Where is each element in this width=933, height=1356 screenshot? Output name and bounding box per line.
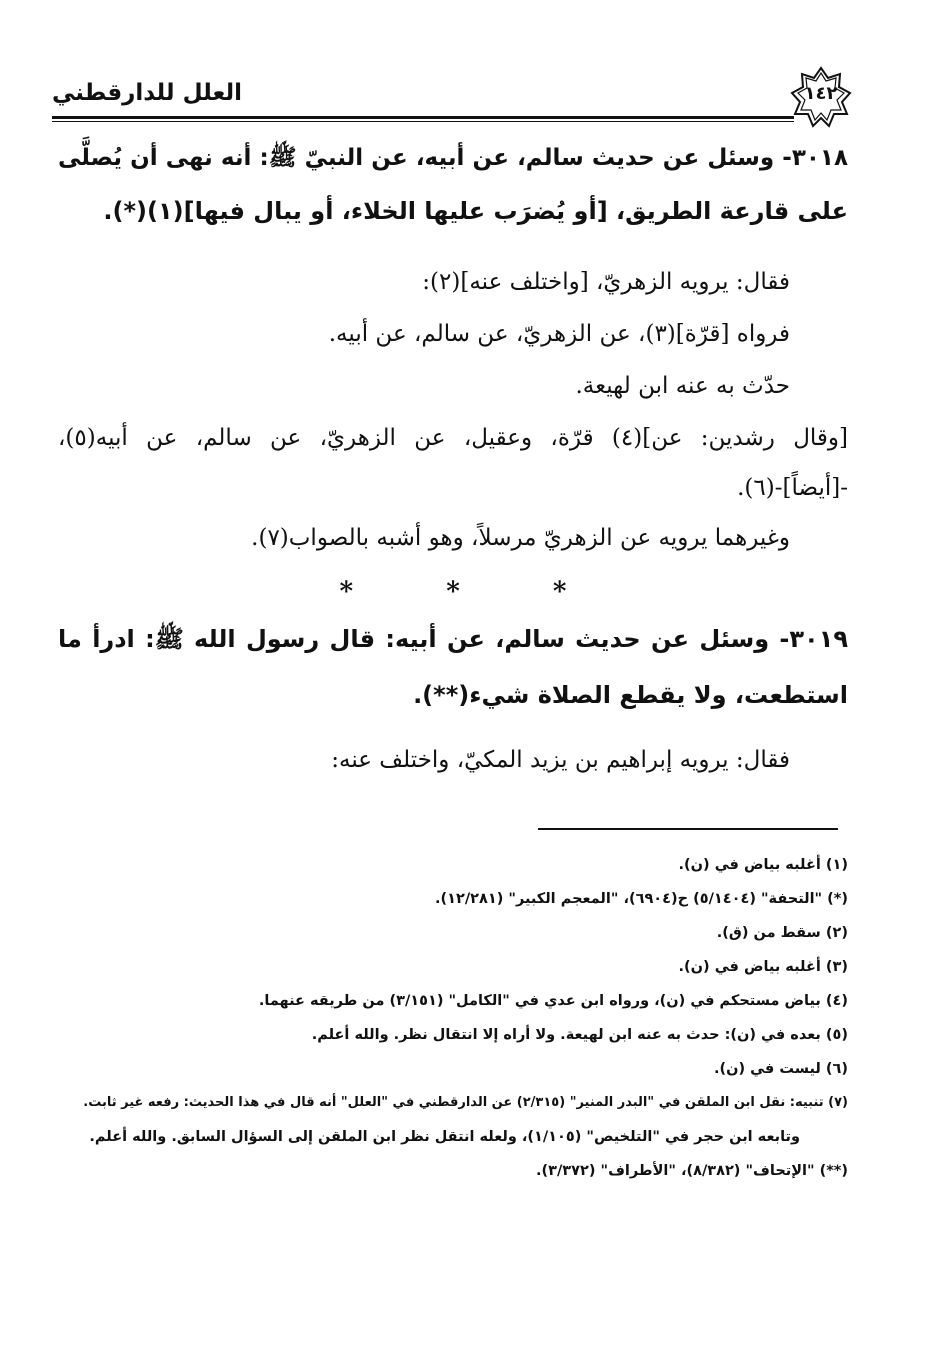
- footnotes: [58, 848, 848, 1188]
- hadith-question-line: ٣٠١٨- وسئل عن حديث سالم، عن أبيه، عن النبيّ ﷺ: أنه نهى أن يُصلَّى: [58, 145, 848, 171]
- hadith-question-line: استطعت، ولا يقطع الصلاة شيء(**).: [413, 681, 848, 709]
- running-header: [52, 62, 852, 128]
- hadith-entry-3018: [58, 145, 848, 577]
- answer-line: -[أيضاً]-(٦).: [737, 475, 848, 501]
- hadith-question-line: ٣٠١٩- وسئل عن حديث سالم، عن أبيه: قال رسول الله ﷺ: ادرأ ما: [58, 625, 848, 653]
- hadith-entry-3019: [58, 625, 848, 799]
- footnote: (٥) بعده في (ن): حدث به عنه ابن لهيعة. ولا أراه إلا انتقال نظر. والله أعلم.: [311, 1027, 848, 1043]
- main-text: [58, 145, 848, 799]
- answer-line: حدّث به عنه ابن لهيعة.: [575, 373, 790, 399]
- page-number: ١٤٢: [804, 83, 838, 104]
- footnote: (**) "الإتحاف" (٨/٣٨٢)، "الأطراف" (٣/٣٧٢).: [536, 1163, 848, 1179]
- hadith-question-line: على قارعة الطريق، [أو يُضرَب عليها الخلاء، أو يبال فيها](١)(*).: [103, 197, 848, 225]
- answer-line: وغيرهما يرويه عن الزهريّ مرسلاً، وهو أشبه بالصواب(٧).: [251, 525, 790, 551]
- header-rule: [52, 116, 794, 122]
- footnote: (٢) سقط من (ق).: [716, 925, 848, 941]
- footnote-separator: [538, 828, 838, 830]
- footnote: (٦) ليست في (ن).: [713, 1061, 848, 1077]
- section-separator: * * *: [339, 577, 609, 607]
- footnote: (*) "التحفة" (٥/١٤٠٤) ح(٦٩٠٤)، "المعجم الكبير" (١٢/٢٨١).: [435, 891, 848, 907]
- answer-line: فقال: يرويه الزهريّ، [واختلف عنه](٢):: [422, 269, 790, 295]
- answer-line: [وقال رشدين: عن](٤) قرّة، وعقيل، عن الزهريّ، عن سالم، عن أبيه(٥)،: [58, 425, 848, 451]
- page-number-badge: [790, 66, 852, 128]
- footnote: (١) أغلبه بياض في (ن).: [678, 857, 848, 873]
- book-title: العلل للدارقطني: [52, 80, 242, 106]
- answer-line: فقال: يرويه إبراهيم بن يزيد المكيّ، واختلف عنه:: [331, 747, 790, 773]
- footnote: (٧) تنبيه: نقل ابن الملقن في "البدر المنير" (٢/٣١٥) عن الدارقطني في "العلل" أنه قال في هذا الحديث: رفعه غير ثابت.: [83, 1095, 848, 1110]
- footnote: (٤) بياض مستحكم في (ن)، ورواه ابن عدي في "الكامل" (٣/١٥١) من طريقه عنهما.: [258, 993, 848, 1009]
- answer-line: فرواه [قرّة](٣)، عن الزهريّ، عن سالم، عن أبيه.: [328, 321, 790, 347]
- footnote-continuation: وتابعه ابن حجر في "التلخيص" (١/١٠٥)، ولعله انتقل نظر ابن الملقن إلى السؤال السابق. والله أعلم.: [89, 1129, 800, 1145]
- footnote: (٣) أغلبه بياض في (ن).: [678, 959, 848, 975]
